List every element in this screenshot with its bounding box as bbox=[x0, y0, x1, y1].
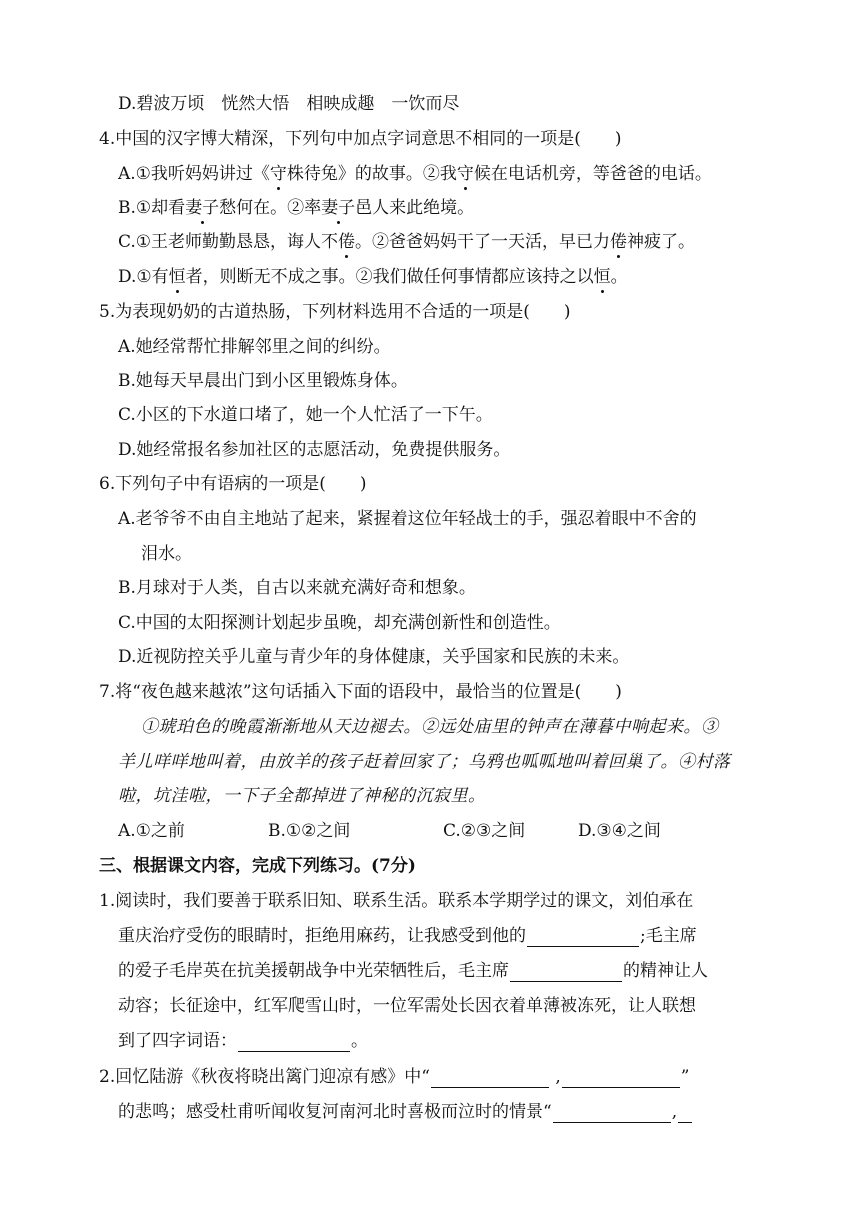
q6-stem: 6.下列句子中有语病的一项是( ) bbox=[99, 474, 367, 494]
s3-q2-line2 bbox=[118, 1101, 693, 1123]
q7-stem: 7.将“夜色越来越浓”这句话插入下面的语段中，最恰当的位置是( ) bbox=[99, 682, 622, 702]
q4-d-part2: 者，则断无不成之事。②我们做任何事情都应该持之以 bbox=[185, 267, 594, 287]
q5-option-d: D.她经常报名参加社区的志愿活动，免费提供服务。 bbox=[118, 440, 511, 460]
answer-blank-6[interactable] bbox=[553, 1104, 671, 1123]
q4-b-part3: 邑人来此绝境。 bbox=[355, 198, 475, 218]
q4-option-d bbox=[118, 266, 628, 288]
q4-b-dotted-2: 妻子 bbox=[321, 198, 356, 218]
q4-stem: 4.中国的汉字博大精深，下列句中加点字词意思不相同的一项是( ) bbox=[99, 129, 622, 149]
q4-c-dotted-2: 倦 bbox=[610, 232, 628, 252]
s3-q2-line2-text: 的悲鸣；感受杜甫听闻收复河南河北时喜极而泣时的情景“ bbox=[118, 1102, 552, 1122]
s3-q1-line2 bbox=[118, 925, 697, 947]
q4-d-part3: 。 bbox=[610, 267, 628, 287]
q7-option-a: A.①之前 bbox=[118, 821, 185, 841]
s3-q1-line2-tail: ;毛主席 bbox=[640, 926, 697, 946]
q6-option-d: D.近视防控关乎儿童与青少年的身体健康，关乎国家和民族的未来。 bbox=[118, 647, 630, 667]
q4-a-part3: 候在电话机旁，等爸爸的电话。 bbox=[473, 164, 712, 184]
s3-q2-line1-quote: ” bbox=[680, 1067, 690, 1087]
q4-a-part1: A.①我听妈妈讲过《 bbox=[118, 164, 270, 184]
answer-blank-3[interactable] bbox=[238, 1033, 350, 1052]
s3-q2-line1 bbox=[99, 1066, 689, 1088]
q4-b-dotted-1: 妻子 bbox=[185, 198, 220, 218]
q6-option-b: B.月球对于人类，自古以来就充满好奇和想象。 bbox=[118, 578, 476, 598]
q7-passage-line2: 羊儿咩咩地叫着，由放羊的孩子赶着回家了；乌鸦也呱呱地叫着回巢了。④村落 bbox=[118, 752, 731, 772]
q7-passage-line1: ①琥珀色的晚霞渐渐地从天边褪去。②远处庙里的钟声在薄暮中响起来。③ bbox=[141, 717, 719, 737]
q3-option-d: D.碧波万顷 恍然大悟 相映成趣 一饮而尽 bbox=[118, 94, 460, 114]
s3-q1-line1: 1.阅读时，我们要善于联系旧知、联系生活。联系本学期学过的课文，刘伯承在 bbox=[99, 891, 694, 911]
s3-q1-line3-tail: 的精神让人 bbox=[623, 961, 708, 981]
q4-b-part1: B.①却看 bbox=[118, 198, 186, 218]
q5-stem: 5.为表现奶奶的古道热肠，下列材料选用不合适的一项是( ) bbox=[99, 302, 571, 322]
answer-blank-5[interactable] bbox=[562, 1069, 680, 1088]
s3-q2-line1-comma: , bbox=[549, 1067, 561, 1087]
q6-option-a-line1: A.老爷爷不由自主地站了起来，紧握着这位年轻战士的手，强忍着眼中不舍的 bbox=[118, 509, 697, 529]
s3-q1-line4: 动容；长征途中，红军爬雪山时，一位军需处长因衣着单薄被冻死，让人联想 bbox=[118, 996, 696, 1016]
q5-option-b: B.她每天早晨出门到小区里锻炼身体。 bbox=[118, 371, 408, 391]
answer-blank-7[interactable] bbox=[678, 1104, 692, 1123]
s3-q1-line2-text: 重庆治疗受伤的眼睛时，拒绝用麻药，让我感受到他的 bbox=[118, 926, 526, 946]
q4-a-dotted-2: 守 bbox=[456, 164, 474, 184]
q4-a-dotted-1: 守 bbox=[269, 164, 287, 184]
q7-passage-line3: 啦，坑洼啦，一下子全都掉进了神秘的沉寂里。 bbox=[118, 786, 486, 806]
q5-option-c: C.小区的下水道口堵了，她一个人忙活了一下午。 bbox=[118, 405, 493, 425]
s3-q2-line1-text: 2.回忆陆游《秋夜将晓出篱门迎凉有感》中“ bbox=[99, 1067, 430, 1087]
q7-option-c: C.②③之间 bbox=[443, 821, 526, 841]
q4-d-dotted-2: 恒 bbox=[593, 267, 611, 287]
q4-b-part2: 愁何在。②率 bbox=[219, 198, 322, 218]
s3-q1-line5 bbox=[118, 1030, 368, 1052]
q4-c-part2: 。②爸爸妈妈干了一天活，早已力 bbox=[355, 232, 611, 252]
answer-blank-2[interactable] bbox=[510, 963, 622, 982]
q4-option-c bbox=[118, 231, 695, 253]
s3-q1-line3 bbox=[118, 960, 708, 982]
q7-option-d: D.③④之间 bbox=[578, 821, 661, 841]
q4-option-a bbox=[118, 163, 712, 185]
q7-option-b: B.①②之间 bbox=[268, 821, 351, 841]
q4-a-part2: 株待兔》的故事。②我 bbox=[286, 164, 457, 184]
s3-q1-line5-text: 到了四字词语： bbox=[118, 1031, 237, 1051]
q6-option-c: C.中国的太阳探测计划起步虽晚，却充满创新性和创造性。 bbox=[118, 613, 561, 633]
q4-c-part3: 神疲了。 bbox=[627, 232, 696, 252]
answer-blank-4[interactable] bbox=[431, 1069, 549, 1088]
q6-option-a-line2: 泪水。 bbox=[141, 544, 192, 564]
section3-title: 三、根据课文内容，完成下列练习。(7分) bbox=[99, 856, 416, 876]
answer-blank-1[interactable] bbox=[527, 928, 639, 947]
q4-d-part1: D.①有 bbox=[118, 267, 169, 287]
q4-d-dotted-1: 恒 bbox=[168, 267, 186, 287]
s3-q1-line5-tail: 。 bbox=[351, 1031, 368, 1051]
q4-c-dotted-1: 倦 bbox=[338, 232, 356, 252]
q4-option-b bbox=[118, 197, 474, 219]
s3-q1-line3-text: 的爱子毛岸英在抗美援朝战争中光荣牺牲后，毛主席 bbox=[118, 961, 509, 981]
q4-c-part1: C.①王老师勤勤恳恳，诲人不 bbox=[118, 232, 339, 252]
s3-q2-line2-comma: , bbox=[671, 1102, 678, 1122]
q5-option-a: A.她经常帮忙排解邻里之间的纠纷。 bbox=[118, 337, 391, 357]
